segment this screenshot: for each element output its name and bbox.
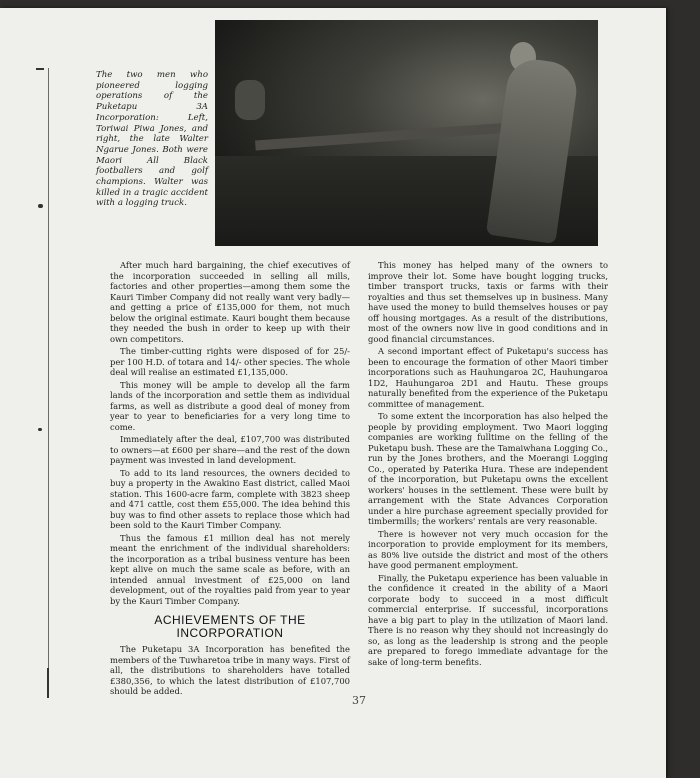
paragraph: After much hard bargaining, the chief executives of the incorporation succeeded in selling all mills, factories and other properties—among them some the Kauri Timber Company did not really want very badly—and getting a price of £135,000 for them, not much below the original estimate. Kauri bought them because they needed the bush in order to keep up with their own competitors. xyxy=(110,260,350,344)
photo-caption: The two men who pioneered logging operations of the Puketapu 3A Incorporation: Left, Toriwai Piwa Jones, and right, the late Walter Ngarue Jones. Both were Maori All Black footballers and golf champions. Walter was killed in a tragic accident with a logging truck. xyxy=(96,70,208,209)
edge-mark xyxy=(47,668,49,698)
binding-line xyxy=(48,68,49,698)
section-heading: ACHIEVEMENTS OF THE INCORPORATION xyxy=(154,613,306,640)
edge-mark xyxy=(38,428,42,431)
paragraph: This money has helped many of the owners to improve their lot. Some have bought logging trucks, timber transport trucks, taxis or farms with their royalties and thus set themselves up in business. Many have used the money to build themselves houses or pay off housing mortgages. As a result of the distributions, most of the owners now live in good conditions and in good financial circumstances. xyxy=(368,260,608,344)
paragraph: The timber-cutting rights were disposed of for 25/- per 100 H.D. of totara and 14/- other species. The whole deal will realise an estimated £1,135,000. xyxy=(110,346,350,377)
paragraph: Finally, the Puketapu experience has been valuable in the confidence it created in the ability of a Maori corporate body to succeed in a most difficult commercial enterprise. If successful, incorporations have a big part to play in the utilization of Maori land. There is no reason why they should not increasingly do so, as long as the leadership is strong and the people are prepared to forego immediate advantage for the sake of long-term benefits. xyxy=(368,572,608,667)
edge-mark xyxy=(36,68,44,70)
photo-logging-pioneers xyxy=(215,20,598,246)
paragraph: To some extent the incorporation has also helped the people by providing employment. Two Maori logging companies are working fulltime on the felling of the Puketapu bush. These are the Tamaiwhana Logging Co., run by the Jones brothers, and the Moerangi Logging Co., operated by Paterika Hura. These are independent of the incorporation, but Puketapu owns the excellent workers' houses in the settlement. These were built by arrangement with the State Advances Corporation under a hire purchase agreement specially provided for timbermills; the workers' rentals are very reasonable. xyxy=(368,411,608,526)
left-column xyxy=(110,260,350,699)
paragraph: A second important effect of Puketapu's success has been to encourage the formation of other Maori timber incorporations such as Hauhungaroa 2C, Hauhungaroa 1D2, Hauhungaroa 2D1 and Hautu. These groups naturally benefited from the experience of the Puketapu committee of management. xyxy=(368,346,608,409)
paragraph: The Puketapu 3A Incorporation has benefited the members of the Tuwharetoa tribe in many ways. First of all, the distributions to shareholders have totalled £380,356, to which the latest distribution of £107,700 should be added. xyxy=(110,644,350,696)
paragraph: Immediately after the deal, £107,700 was distributed to owners—at £600 per share—and the rest of the down payment was invested in land development. xyxy=(110,434,350,465)
magazine-page xyxy=(0,8,666,778)
page-number: 37 xyxy=(352,694,366,707)
paragraph: Thus the famous £1 million deal has not merely meant the enrichment of the individual shareholders: the incorporation as a tribal business venture has been kept alive on much the same scale as before, with an intended annual investment of £25,000 on land development, out of the royalties paid from year to year by the Kauri Timber Company. xyxy=(110,532,350,606)
paragraph: This money will be ample to develop all the farm lands of the incorporation and settle them as individual farms, as well as distribute a good deal of money from year to year to beneficiaries for a very long time to come. xyxy=(110,379,350,432)
right-column xyxy=(368,260,608,669)
edge-mark xyxy=(38,204,43,208)
paragraph: To add to its land resources, the owners decided to buy a property in the Awakino East district, called Maoi station. This 1600-acre farm, complete with 3823 sheep and 471 cattle, cost them £55,000. The idea behind this buy was to find other assets to replace those which had been sold to the Kauri Timber Company. xyxy=(110,467,350,530)
paragraph: There is however not very much occasion for the incorporation to provide employment for its members, as 80% live outside the district and most of the others have good permanent employment. xyxy=(368,528,608,570)
